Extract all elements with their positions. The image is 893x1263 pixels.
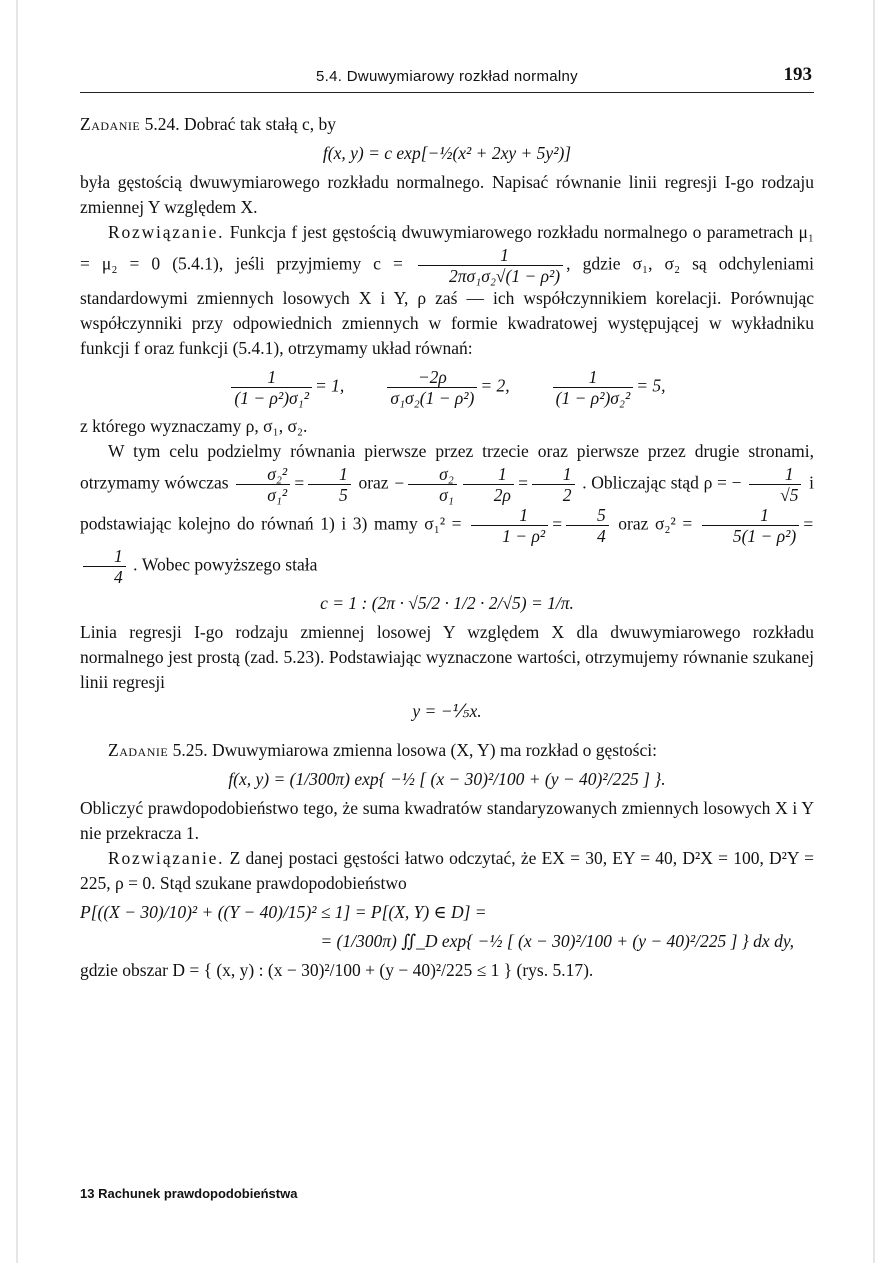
task-525-statement: Obliczyć prawdopodobieństwo tego, że suma kwadratów standaryzowanych zmiennych losowych X i Y nie przekracza 1. bbox=[80, 798, 814, 843]
p2-text-d: . Wobec powyższego stała bbox=[133, 554, 318, 575]
eq2-den: σ₁σ₂(1 − ρ²) bbox=[390, 388, 475, 408]
task-524-heading bbox=[80, 112, 814, 137]
ratio-1b-num: 1 bbox=[308, 464, 351, 485]
eq3-den: (1 − ρ²)σ₂² bbox=[555, 388, 631, 408]
page-body bbox=[80, 112, 814, 987]
solution-label: Rozwiązanie. bbox=[108, 222, 225, 242]
s1-num: 1 bbox=[471, 505, 548, 526]
eq3-rhs: = 5, bbox=[636, 375, 666, 396]
p2-text-b: . Obliczając stąd ρ = − bbox=[582, 472, 742, 493]
fraction-denominator: 2πσ₁σ₂√(1 − ρ²) bbox=[448, 266, 561, 286]
domain-definition: gdzie obszar D = { (x, y) : (x − 30)²/100 + (y − 40)²/225 ≤ 1 } (rys. 5.17). bbox=[80, 960, 594, 980]
ratio-1-eq: = bbox=[293, 472, 305, 493]
eq3-num: 1 bbox=[553, 367, 634, 388]
p2-oraz-2: oraz σ₂² = bbox=[618, 513, 693, 534]
solution-paragraph-2 bbox=[80, 439, 814, 587]
rho-num: 1 bbox=[749, 464, 801, 485]
page-number: 193 bbox=[783, 64, 812, 85]
section-title: 5.4. Dwuwymiarowy rozkład normalny bbox=[316, 68, 578, 85]
task-525-heading bbox=[80, 738, 814, 763]
scan-edge-left bbox=[16, 0, 18, 1263]
ratio-2b-den: 2ρ bbox=[493, 485, 511, 505]
eq2-rhs: = 2, bbox=[480, 375, 510, 396]
task-525-solution bbox=[80, 846, 814, 896]
task-number: 5.24. bbox=[144, 114, 180, 134]
s1-den: 1 − ρ² bbox=[502, 526, 546, 546]
running-header bbox=[80, 62, 814, 93]
probability-line-2: = (1/300π) ∬_D exp{ −½ [ (x − 30)²/100 + (y − 40)²/225 ] } dx dy, bbox=[320, 931, 794, 951]
eq1-num: 1 bbox=[231, 367, 312, 388]
solution-text: Funkcja f jest gęstością dwuwymiarowego rozkładu normalnego o parametrach μ₁ = μ₂ = 0 (5.4.1), jeśli przyjmiemy c = bbox=[80, 222, 815, 274]
s1b-num: 5 bbox=[566, 505, 609, 526]
eq1-rhs: = 1, bbox=[315, 375, 345, 396]
ratio-2-eq: = bbox=[516, 472, 529, 493]
task-intro: Dwuwymiarowa zmienna losowa (X, Y) ma rozkład o gęstości: bbox=[211, 740, 657, 760]
ratio-1-num: σ₂² bbox=[236, 464, 290, 485]
task-statement: była gęstością dwuwymiarowego rozkładu normalnego. Napisać równanie linii regresji I-go rodzaju zmiennej Y względem X. bbox=[80, 172, 814, 217]
system-eq-3 bbox=[550, 367, 666, 408]
rho-fraction bbox=[749, 464, 801, 505]
equation-system bbox=[80, 367, 814, 408]
rho-den: √5 bbox=[780, 485, 799, 505]
s2b-num: 1 bbox=[83, 546, 126, 567]
fraction-numerator: 1 bbox=[418, 245, 563, 266]
system-eq-2 bbox=[384, 367, 509, 408]
s2b-den: 4 bbox=[114, 567, 123, 587]
footer-signature: 13 Rachunek prawdopodobieństwa bbox=[80, 1186, 298, 1201]
solution-paragraph-1 bbox=[80, 220, 814, 361]
constant-result: c = 1 : (2π · √5/2 · 1/2 · 2/√5) = 1/π. bbox=[320, 593, 574, 613]
eq2-num: −2ρ bbox=[387, 367, 477, 388]
density-formula: f(x, y) = c exp[−½(x² + 2xy + 5y²)] bbox=[322, 143, 572, 163]
task-label: Zadanie bbox=[108, 740, 169, 760]
scan-edge-right bbox=[873, 0, 875, 1263]
p2-text-c: i podstawiając kolejno do równań 1) i 3) mamy σ₁² = bbox=[80, 472, 815, 534]
oraz: oraz bbox=[358, 472, 389, 493]
ratio-2c-num: 1 bbox=[532, 464, 575, 485]
constant-fraction bbox=[418, 245, 563, 286]
ratio-1 bbox=[233, 464, 358, 505]
s1b-den: 4 bbox=[596, 526, 606, 546]
after-system-text: z którego wyznaczamy ρ, σ₁, σ₂. bbox=[80, 416, 308, 436]
solution-label: Rozwiązanie. bbox=[108, 848, 225, 868]
ratio-2-den: σ₁ bbox=[439, 485, 454, 505]
task-label: Zadanie bbox=[80, 114, 141, 134]
p2-text-a: W tym celu podzielmy równania pierwsze przez trzecie oraz pierwsze przez drugie stronami, otrzymamy wówczas bbox=[80, 441, 814, 493]
ratio-2-minus: − bbox=[393, 472, 406, 493]
task-number: 5.25. bbox=[172, 740, 208, 760]
s2-eq: = bbox=[802, 513, 815, 534]
s1-eq: = bbox=[551, 513, 563, 534]
solution-text: Z danej postaci gęstości łatwo odczytać, że EX = 30, EY = 40, D²X = 100, D²Y = 225, ρ = 0. Stąd szukane prawdopodobieństwo bbox=[80, 848, 814, 893]
probability-line-1: P[((X − 30)/10)² + ((Y − 40)/15)² ≤ 1] = P[(X, Y) ∈ D] = bbox=[80, 902, 487, 922]
regression-paragraph: Linia regresji I-go rodzaju zmiennej losowej Y względem X dla dwuwymiarowego rozkładu normalnego jest prostą (zad. 5.23). Podstawiając wyznaczone wartości, otrzymujemy równanie szukanej linii regresji bbox=[80, 622, 814, 692]
density-formula-2: f(x, y) = (1/300π) exp{ −½ [ (x − 30)²/100 + (y − 40)²/225 ] }. bbox=[228, 769, 666, 789]
sigma1-value bbox=[468, 505, 618, 546]
ratio-2b-num: 1 bbox=[463, 464, 514, 485]
solution-text-cont: , gdzie σ₁, σ₂ są odchyleniami standardowymi zmiennych losowych X i Y, ρ zaś — ich współczynnikiem korelacji. Porównując współczynniki przy odpowiednich zmiennych w formie kwadratowej występującej w wykładniku funkcji f oraz funkcji (5.4.1), otrzymamy układ równań: bbox=[80, 253, 815, 358]
s2-den: 5(1 − ρ²) bbox=[732, 526, 797, 546]
ratio-2c-den: 2 bbox=[562, 485, 572, 505]
regression-line: y = −⅕x. bbox=[412, 701, 482, 721]
task-intro: Dobrać tak stałą c, by bbox=[183, 114, 337, 134]
system-eq-1 bbox=[228, 367, 344, 408]
ratio-2-num: σ₂ bbox=[408, 464, 457, 485]
eq1-den: (1 − ρ²)σ₁² bbox=[234, 388, 309, 408]
ratio-1b-den: 5 bbox=[339, 485, 348, 505]
ratio-1-den: σ₁² bbox=[267, 485, 288, 505]
s2-num: 1 bbox=[702, 505, 799, 526]
